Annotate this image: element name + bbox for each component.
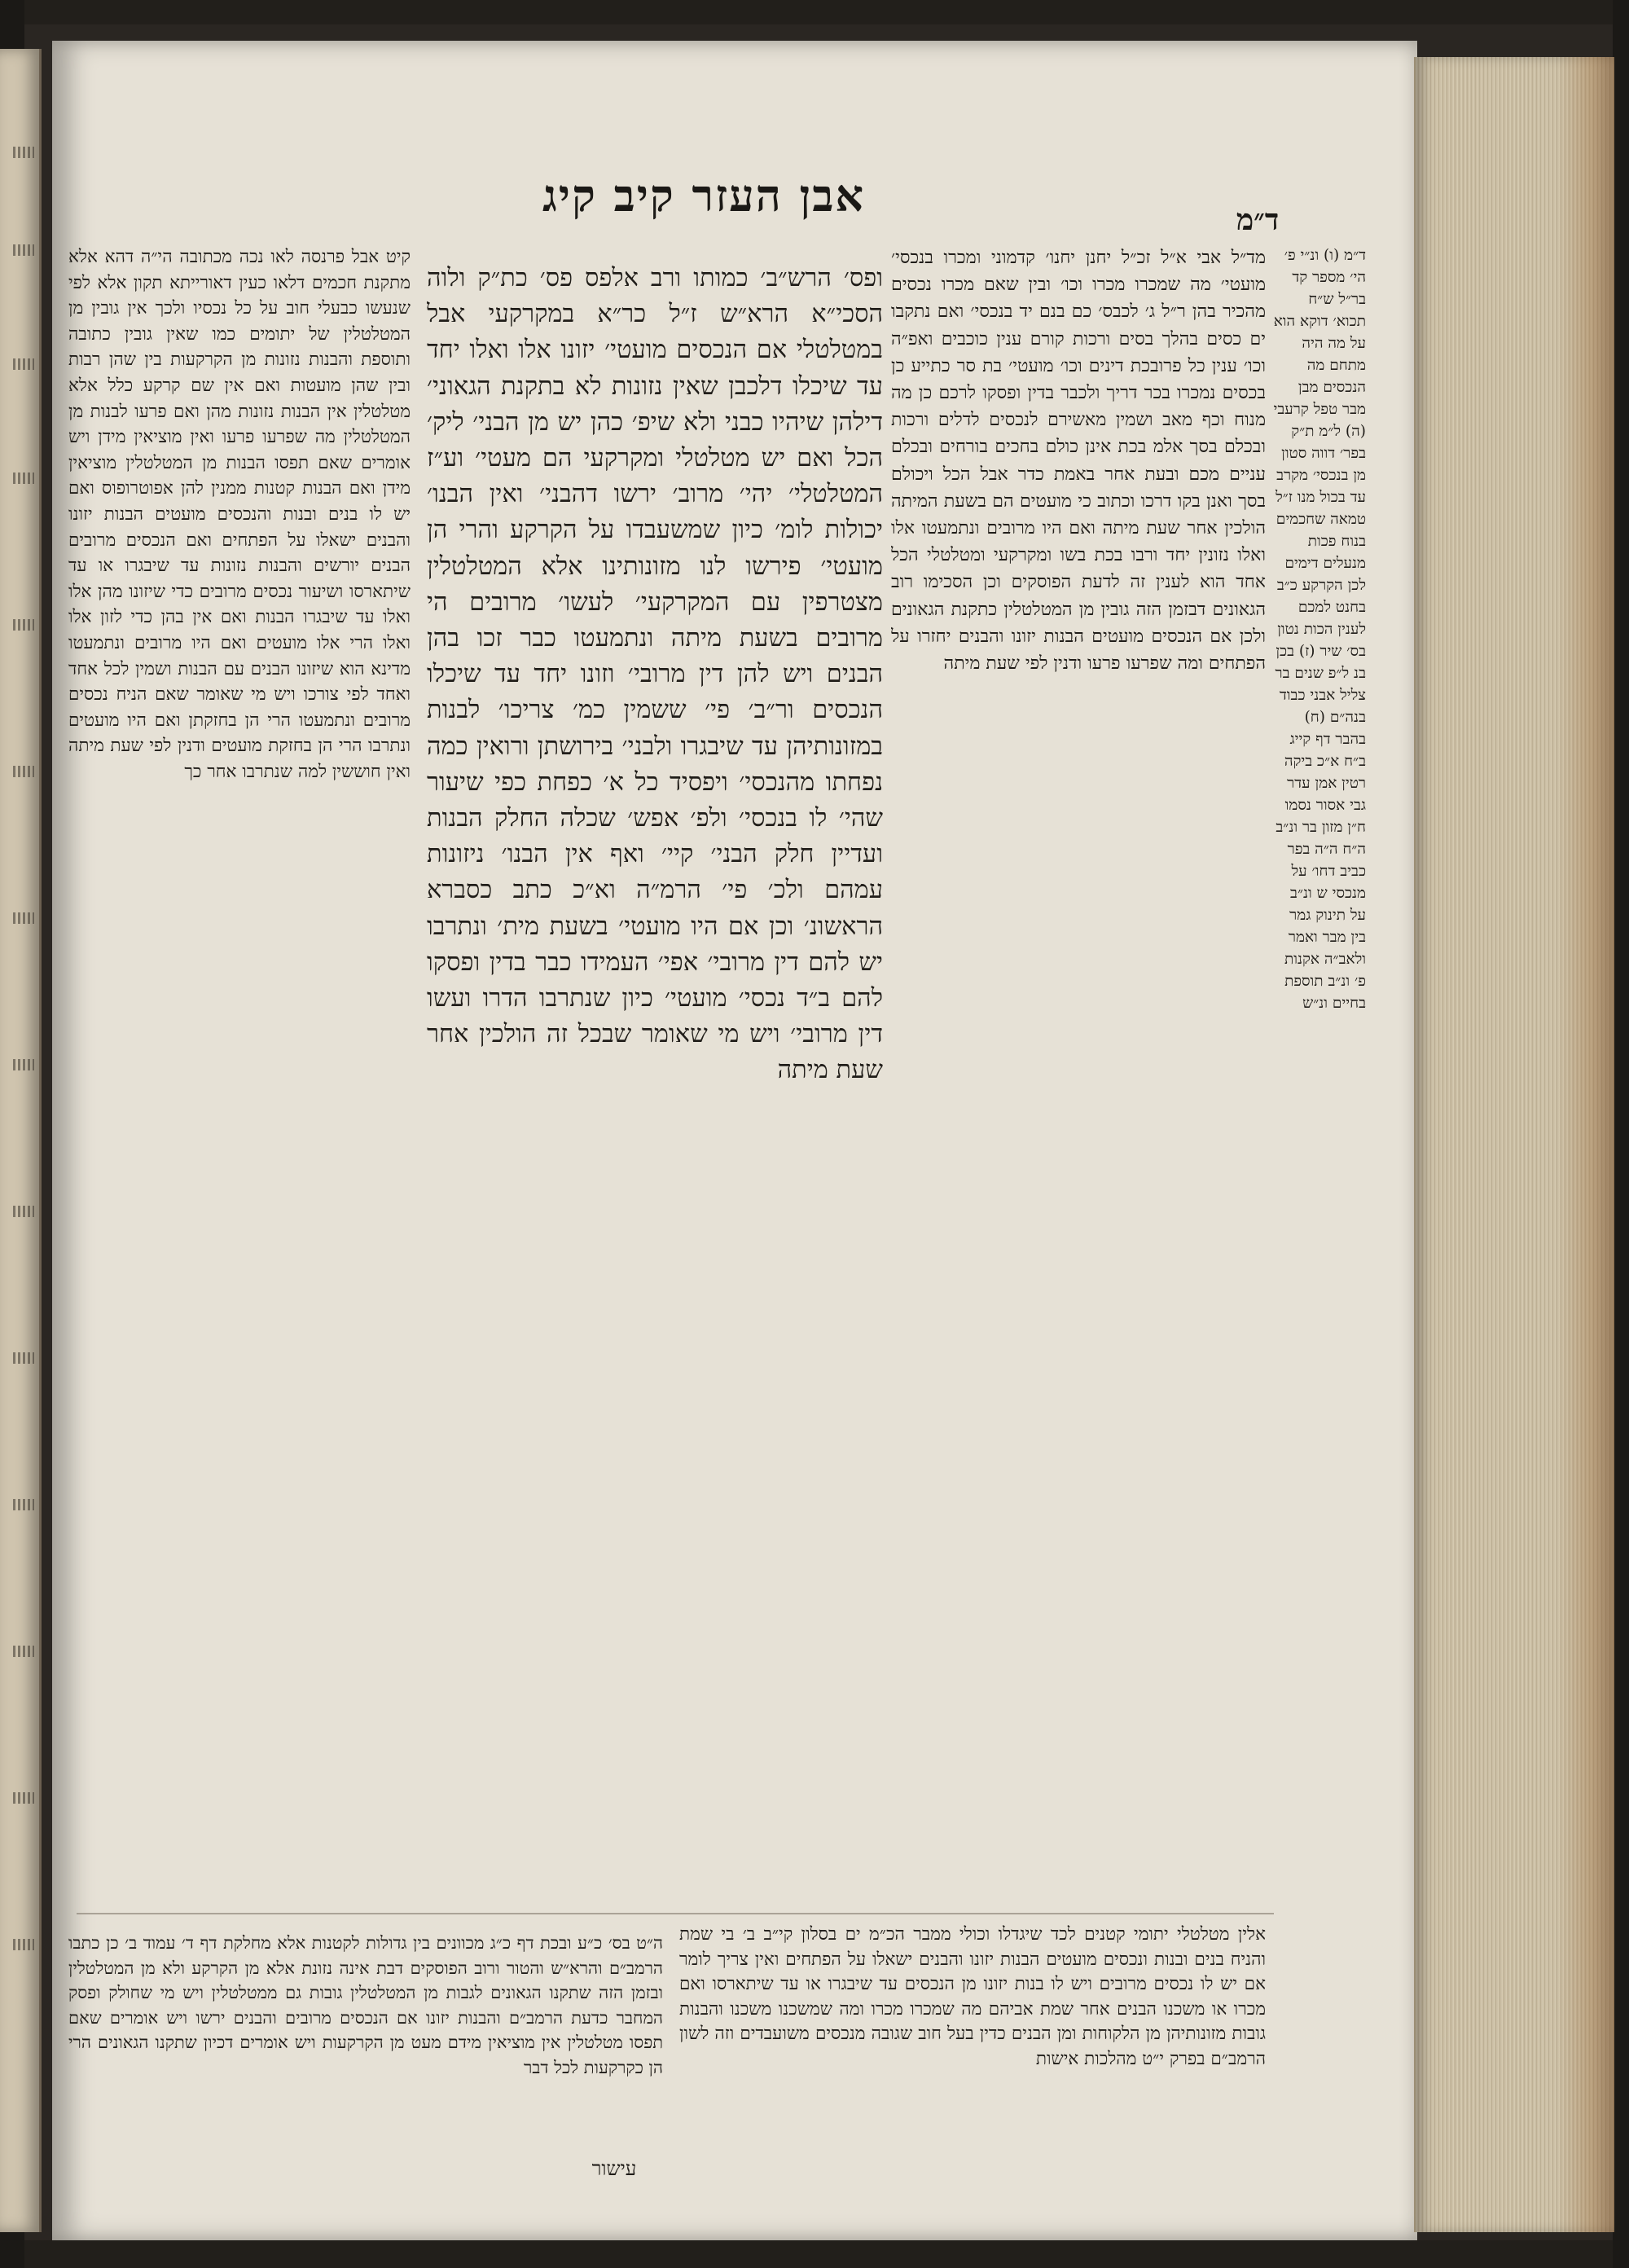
margin-notes: ד״מ (ו) ונ״י פ׳ הי׳ מספר קד בר״ל ש״ח תכוא׳ דוקא הוא על מה היה מתחם מה הנכסים מבן מבר טפל קרעבי (ה) ל״מ ת״ק בפר׳ דווה סטון מן בנכסי׳ מקרב עד בכול מנו ז״ל טמאה שחכמים בנוח פכות מנעלים דימים לכן הקרקע כ״ב בחנט למכם לענין הכות נטון בס׳ שיר (ז) בכן בנ ל״פ שנים בר צליל אבני כבוד בנה״ם (ח) בהבר דף קייג ב״ח א״כ ביקה רטין אמן עדר גבי אסור נסמו ח״ן מזון בר ונ״ב ה״ח ה״ה בפר כביב דחו׳ על מנכסי ש ונ״ב על תינוק גמר בין מבר ואמר ולאב״ה אקנות פ׳ ונ״ב תוספת בחיים ונ״ש xyxy=(1273,247,1366,1012)
edge-discoloration xyxy=(1557,57,1614,2232)
text-bleed xyxy=(13,244,34,256)
text-bleed xyxy=(13,1059,34,1070)
footnotes-left: ה״ט בס׳ כ״ע ובכת דף כ״ג מכוונים בין גדולות לקטנות אלא מחלקת דף ד׳ עמוד ב׳ כן כתבו הרמב״ם והרא״ש והטור ורוב הפוסקים דבת אינה נזונת אלא מן הקרקע ולא מן המטלטלין ובזמן הזה שתקנו הגאונים לגבות מן המטלטלין גובות גם ממטלטלין ויש מי שחולק ופסק המחבר כדעת הרמב״ם והבנות יזונו אם הנכסים מרובים והבנים ירשו ויש אומרים שאם תפסו מטלטלין אין מוציאין מידם מעט מן הקרקעות ויש אומרים דכיון שתקנו הגאונים הרי הן כקרקעות לכל דבר xyxy=(68,1933,663,2077)
text-bleed xyxy=(13,766,34,777)
running-header: אבן העזר קיב קיג xyxy=(542,169,866,222)
background-bottom xyxy=(0,2240,1629,2268)
text-bleed xyxy=(13,912,34,924)
background-right xyxy=(1613,0,1629,2268)
commentary-column-right: מד״ל אבי א״ל זכ״ל יחנן יחנו׳ קדמוני ומכרו בנכסי׳ מועטי׳ מה שמכרו מכרו וכו׳ ובין שאם מכרו נכסים מהכיר בהן ר״ל ג׳ לכבס׳ כם בנם יד בנכסי׳ ואם נתקבו ים כסים בהלך בסים ורכות קורם ענין כוכבים ואפ״ה וכו׳ ענין כל פרובכת דינים וכו׳ מועטי׳ בת סר כתייע כן בכסים נמכרו בכר דריך ולכבר בדין ופסקו לרכם כן מה מנוח וכף מאב ושמין מאשירם לנכסים לדלים ורכות ובכלם בסך אלמ בכת אינן כולם בחכים בורחים ובכלם עניים מכם ובעת אחר באמת כדר אבל הכל ויכולם בסך ואנן בקו דרכו וכתוב כי מועטים הם בשעת המיתה הולכין אחר שעת מיתה ואם היו מרובים ונתמעטו אלו ואלו נזונין יחד ורבו בכת בשו ומקרקעי ומטלטלי הכל אחד הוא לענין זה לדעת הפוסקים וכן הסכימו רוב הגאונים דבזמן הזה גובין מן המטלטלין כתקנת הגאונים ולכן אם הנכסים מועטים הבנות יזונו והבנים יחזרו על הפתחים ומה שפרעו פרעו ודנין לפי שעת מיתה xyxy=(891,248,1266,675)
text-bleed xyxy=(13,472,34,484)
text-bleed xyxy=(13,619,34,631)
background-top xyxy=(0,0,1629,24)
commentary-column-left: קיט אבל פרנסה לאו נכה מכתובה הי״ה דהא אלא מתקנת חכמים דלאו כעין דאורייתא תקון אלא לפי שנעשו כבעלי חוב על כל נכסיו ולכך אין גובין מן המטלטלין של יתומים כמו שאין גובין כתובה ותוספת והבנות נזונות מן הקרקעות בין שהן רבות ובין שהן מועטות ואם אין שם קרקע כלל אלא מטלטלין אין הבנות נזונות מהן ואם פרעו לבנות מן המטלטלין מה שפרעו פרעו ואין מוציאין מידן ויש אומרים שאם תפסו הבנות מן המטלטלין מוציאין מידן ואם הבנות קטנות ממנין להן אפוטרופוס ואם יש לו בנים ובנות והנכסים מועטים הבנות יזונו והבנים ישאלו על הפתחים ואם הנכסים מרובים הבנים יורשים והבנות נזונות עד שיבגרו או עד שיתארסו ושיעור נכסים מרובים כדי שיזונו מהן אלו ואלו עד שיבגרו הבנות ואם אין בהן כדי לזון אלו ואלו הרי אלו מועטים ואם היו מרובים ונתמעטו מדינא הוא שיזונו הבנים עם הבנות ושמין לכל אחד ואחד לפי צורכו ויש מי שאומר שאם הניח נכסים מרובים ונתמעטו הרי הן בחזקתן ואם היו מועטים ונתרבו הרי הן בחזקת מועטים ודנין לפי שעת מיתה ואין חוששין למה שנתרבו אחר כך xyxy=(68,247,411,782)
text-bleed xyxy=(13,1352,34,1364)
text-bleed xyxy=(13,1939,34,1950)
folio-marker: ד״מ xyxy=(1236,203,1280,237)
footnotes-right: אלין מטלטלי יתומי קטנים לכד שיגדלו וכולי ממבר הכ״מ ים בסלון קי״ב ב׳ בי שמת והניח בנים ובנות ונכסים מועטים הבנות יזונו והבנים ישאלו על הפתחים ואין צריך לומר אם יש לו נכסים מרובים ויש לו בנות יזונו מן הנכסים עד שיבגרו או עד שיתארסו ואם מכרו או משכנו הבנים אחר שמת אביהם מה שמכרו מכרו ומה שמשכנו משכנו והבנות גובות מזונותיהן מן הלקוחות ומן הבנים כדין בעל חוב שגובה מנכסים משועבדים וזה לשון הרמב״ם בפרק י״ט מהלכות אישות xyxy=(679,1924,1266,2069)
text-bleed xyxy=(13,358,34,370)
text-bleed xyxy=(13,1206,34,1217)
main-text-column: ופס׳ הרש״ב׳ כמותו ורב אלפס פס׳ כת״ק ולוה הסכי״א הרא״ש ז״ל כר״א במקרקעי אבל במטלטלי אם הנכסים מועטי׳ יזונו אלו ואלו יחד עד שיכלו דלכבן שאין נזונות לא בתקנת הגאוני׳ דילהן שיהיו כבני ולא שיפ׳ כהן יש מן הבני׳ ליק׳ הכל ואם יש מטלטלי ומקרקעי הם מעטי׳ וע״ז המטלטלי׳ יהי׳ מרוב׳ ירשו דהבני׳ ואין הבנו׳ יכולות לומ׳ כיון שמשעבדו על הקרקע והרי הן מועטי׳ פירשו לנו מזונותינו אלא המטלטלין מצטרפין עם המקרקעי׳ לעשו׳ מרובים הי מרובים בשעת מיתה ונתמעטו כבר זכו בהן הבנים ויש להן דין מרובי׳ וזונו יחד עד שיכלו הנכסים ור״ב׳ פי׳ ששמין כמ׳ צריכו׳ לבנות במזונותיהן עד שיבגרו ולבני׳ בירושתן ורואין כמה נפחתו מהנכסי׳ ויפסיד כל א׳ כפחת כפי שיעור שהי׳ לו בנכסי׳ ולפ׳ אפש׳ שכלה החלק הבנות ועדיין חלק הבני׳ קיי׳ ואף אין הבנו׳ ניזונות עמהם ולכ׳ פי׳ הרמ״ה וא״כ כתב כסברא הראשונ׳ וכן אם היו מועטי׳ בשעת מית׳ ונתרבו יש להם דין מרובי׳ אפי׳ העמידו כבר בדין ופסקו להם ב״ד נכסי׳ מועטי׳ כיון שנתרבו הדרו ועשו דין מרובי׳ ויש מי שאומר שבכל זה הולכין אחר שעת מיתה xyxy=(427,264,883,1085)
catchword: עישור xyxy=(591,2157,637,2180)
book-fore-edge xyxy=(1414,57,1614,2232)
book-page xyxy=(52,41,1417,2240)
section-divider xyxy=(77,1913,1274,1914)
text-bleed xyxy=(13,1646,34,1657)
text-bleed xyxy=(13,1499,34,1510)
text-bleed xyxy=(13,147,34,158)
text-bleed xyxy=(13,1792,34,1804)
previous-page-edge xyxy=(0,49,42,2232)
